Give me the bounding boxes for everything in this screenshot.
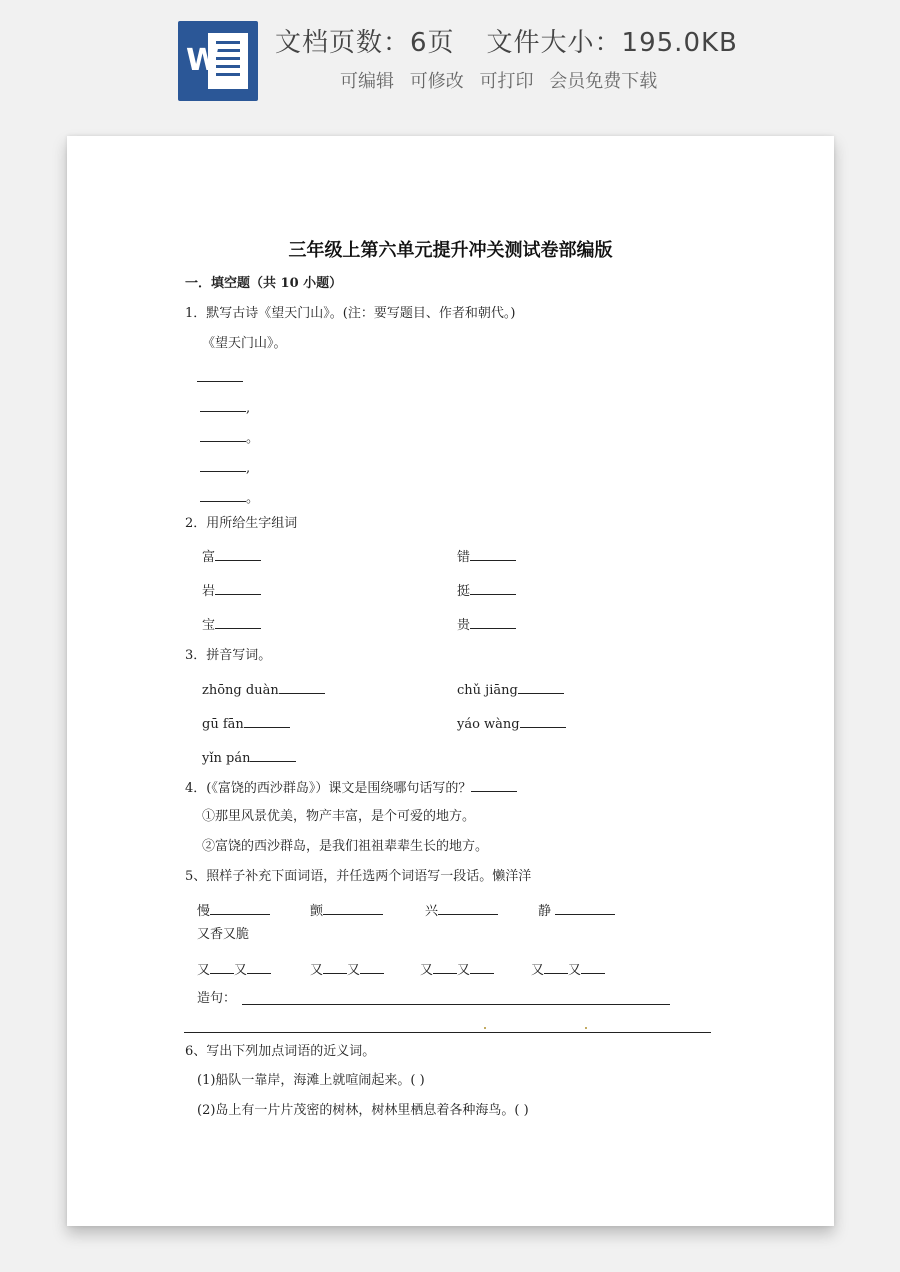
feature-printable: 可打印	[479, 71, 534, 92]
document-page	[67, 136, 834, 1226]
char-yan[interactable]	[202, 582, 261, 600]
answer-blank[interactable]	[470, 548, 516, 561]
pinyin-text: yáo wàng	[457, 717, 520, 732]
section-heading: 一．填空题（共 10 小题）	[185, 276, 343, 291]
you-pattern-2[interactable]	[310, 961, 384, 979]
char-ting[interactable]	[457, 582, 516, 600]
answer-blank[interactable]	[470, 961, 494, 974]
answer-blank[interactable]	[471, 779, 517, 792]
given-char: 慢	[197, 904, 211, 919]
you-char: 又	[234, 963, 248, 978]
poem-title: 《望天门山》。	[202, 336, 287, 351]
char-fu[interactable]	[202, 548, 261, 566]
question-5-prompt: 5、照样子补充下面词语，并任选两个词语写一段话。懒洋洋	[185, 869, 532, 884]
answer-blank[interactable]	[438, 902, 498, 915]
pinyin-yinpan[interactable]	[202, 749, 296, 767]
answer-blank[interactable]	[581, 961, 605, 974]
pinyin-text: yǐn pán	[202, 751, 251, 766]
answer-blank[interactable]	[210, 961, 234, 974]
you-char: 又	[310, 963, 324, 978]
pinyin-chujiang[interactable]	[457, 681, 564, 699]
question-1-prompt: 1．默写古诗《望天门山》。(注：要写题目、作者和朝代。)	[185, 306, 516, 321]
given-char: 静	[538, 904, 552, 919]
example-word: 又香又脆	[197, 927, 250, 942]
document-title: 三年级上第六单元提升冲关测试卷部编版	[288, 240, 613, 261]
answer-blank[interactable]	[279, 681, 325, 694]
char-cuo[interactable]	[457, 548, 516, 566]
you-char: 又	[568, 963, 582, 978]
answer-blank[interactable]	[470, 616, 516, 629]
feature-modifiable: 可修改	[409, 71, 464, 92]
poem-line-1[interactable]	[200, 399, 250, 417]
answer-blank[interactable]	[544, 961, 568, 974]
question-6-prompt: 6、写出下列加点词语的近义词。	[185, 1044, 376, 1059]
download-banner	[0, 0, 900, 120]
question-6-item-1[interactable]: (1)船队一靠岸，海滩上就喧闹起来。( )	[197, 1073, 425, 1088]
char-gui[interactable]	[457, 616, 516, 634]
pinyin-zhongduan[interactable]	[202, 681, 325, 699]
pinyin-gufan[interactable]	[202, 715, 290, 733]
sentence-label: 造句：	[197, 991, 237, 1006]
given-char: 岩	[202, 584, 216, 599]
punctuation: ,	[246, 401, 251, 416]
given-char: 兴	[425, 904, 439, 919]
you-char: 又	[457, 963, 471, 978]
given-char: 颤	[310, 904, 324, 919]
option-1[interactable]: ①那里风景优美，物产丰富，是个可爱的地方。	[202, 809, 476, 824]
given-char: 错	[457, 550, 471, 565]
file-info	[275, 22, 738, 59]
page-count: 文档页数：6页	[275, 28, 455, 58]
you-pattern-1[interactable]	[197, 961, 271, 979]
you-char: 又	[197, 963, 211, 978]
answer-blank[interactable]	[200, 489, 246, 502]
answer-blank[interactable]	[518, 681, 564, 694]
answer-blank[interactable]	[210, 902, 270, 915]
answer-blank[interactable]	[215, 548, 261, 561]
poem-line-2[interactable]	[200, 429, 259, 447]
answer-blank[interactable]	[323, 961, 347, 974]
answer-blank[interactable]	[360, 961, 384, 974]
punctuation: 。	[246, 491, 260, 506]
pinyin-text: chǔ jiāng	[457, 683, 518, 698]
answer-blank[interactable]	[555, 902, 615, 915]
you-pattern-3[interactable]	[420, 961, 494, 979]
scan-dot	[585, 1027, 587, 1029]
answer-blank[interactable]	[200, 459, 246, 472]
prompt-text: 4．(《富饶的西沙群岛》）课文是围绕哪句话写的？	[185, 781, 472, 796]
answer-blank[interactable]	[470, 582, 516, 595]
question-4-prompt[interactable]	[185, 779, 517, 797]
answer-blank[interactable]	[200, 429, 246, 442]
char-bao[interactable]	[202, 616, 261, 634]
given-char: 富	[202, 550, 216, 565]
pinyin-yaowang[interactable]	[457, 715, 566, 733]
you-pattern-4[interactable]	[531, 961, 605, 979]
answer-blank[interactable]	[215, 616, 261, 629]
answer-blank[interactable]	[250, 749, 296, 762]
poem-blank-title[interactable]	[197, 369, 243, 387]
poem-line-4[interactable]	[200, 489, 259, 507]
question-3-prompt: 3．拼音写词。	[185, 648, 272, 663]
pinyin-text: gū fān	[202, 717, 244, 732]
word-file-icon	[178, 21, 258, 101]
question-2-prompt: 2．用所给生字组词	[185, 516, 298, 531]
answer-blank[interactable]	[215, 582, 261, 595]
poem-line-3[interactable]	[200, 459, 250, 477]
answer-blank[interactable]	[520, 715, 566, 728]
word-jing[interactable]	[538, 902, 615, 920]
feature-editable: 可编辑	[340, 71, 394, 92]
scan-dot	[484, 1027, 486, 1029]
answer-blank[interactable]	[200, 399, 246, 412]
feature-list	[340, 67, 657, 93]
you-char: 又	[420, 963, 434, 978]
given-char: 贵	[457, 618, 471, 633]
question-6-item-2[interactable]: (2)岛上有一片片茂密的树林，树林里栖息着各种海鸟。( )	[197, 1103, 529, 1118]
answer-blank[interactable]	[244, 715, 290, 728]
word-man[interactable]	[197, 902, 270, 920]
punctuation: ,	[246, 461, 251, 476]
answer-blank[interactable]	[247, 961, 271, 974]
given-char: 宝	[202, 618, 216, 633]
word-xing[interactable]	[425, 902, 498, 920]
punctuation: 。	[246, 431, 260, 446]
word-icon-letter: W	[186, 43, 220, 78]
you-char: 又	[531, 963, 545, 978]
answer-blank[interactable]	[323, 902, 383, 915]
you-char: 又	[347, 963, 361, 978]
pinyin-text: zhōng duàn	[202, 683, 279, 698]
sentence-answer-line-2[interactable]	[184, 1032, 711, 1033]
given-char: 挺	[457, 584, 471, 599]
answer-blank[interactable]	[197, 369, 243, 382]
option-2[interactable]: ②富饶的西沙群岛，是我们祖祖辈辈生长的地方。	[202, 839, 489, 854]
file-size: 文件大小：195.0KB	[486, 28, 738, 58]
sentence-answer-line-1[interactable]	[242, 1004, 670, 1005]
word-chan[interactable]	[310, 902, 383, 920]
feature-member-free: 会员免费下载	[549, 71, 658, 92]
answer-blank[interactable]	[433, 961, 457, 974]
